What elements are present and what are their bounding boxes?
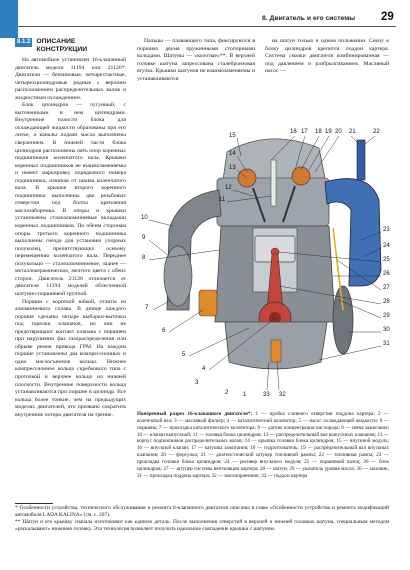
callout-7: 7 — [145, 305, 149, 311]
engine-cross-section-figure — [129, 100, 401, 406]
callout-28: 28 — [383, 299, 390, 305]
caption-text: 1 — пробка сливного отверстия поддона картера; 2 — коленчатый вал; 3 — масляный фильтр; 4 — каталитический коллектор; 5 — насос охлаждающей жидкости; 6 — поршень; 7 — прокладка каталитического коллектора; 8 — датчик концентрации кислорода; 9 — свеча зажигания; 10 — клапан выпускной; 11 — головка блока цилиндров; 12 — распределительный вал выпускных клапанов; 13 — корпус подшипников распределительных валов; 14 — крышка головки блока цилиндров; 15 — впускной модуль; 16 — впускной клапан; 17 — катушка зажигания; 18 — гидротолкатель; 19 — распределительный вал впускных клапанов; 20 — форсунка; 21 — диагностический штуцер топливной рампы; 22 — топливная рампа; 23 — прокладка головки блока цилиндров; 24 — ресивер впускного модуля; 25 — поршневой палец; 26 — блок цилиндров; 27 — штуцер системы вентиляции картера; 28 — шатун; 29 — указатель уровня масла; 30 — маховик; 31 — прокладка поддона картера; 32 — маслоприемник; 33 — поддон картера — [137, 411, 389, 479]
callout-2: 2 — [225, 390, 229, 396]
callout-22: 22 — [373, 129, 380, 135]
callout-17: 17 — [301, 129, 308, 135]
chapter-title: 8. Двигатель и его системы — [262, 15, 356, 22]
spark-plug — [271, 160, 276, 206]
text-column-right — [265, 38, 389, 96]
oil-pickup — [271, 340, 281, 362]
callout-25: 25 — [383, 257, 390, 263]
callout-5: 5 — [182, 352, 186, 358]
section-title: ОПИСАНИЕ КОНСТРУКЦИИ — [36, 38, 88, 53]
callout-10: 10 — [141, 215, 148, 221]
callout-14: 14 — [229, 151, 236, 157]
footnote: ** Шатун и его крышку сначала изготовляют как единую деталь. После выполнения отверстий в верхней и нижней головках шатуна, специальным методом «раскалывают» нижнюю головку. Эта технология позволяет получить идеальное совпадение крышки с шатуном. — [15, 518, 389, 532]
callout-20: 20 — [335, 129, 342, 135]
text-column-left — [15, 38, 126, 500]
callout-31: 31 — [383, 341, 390, 347]
footnote-rule — [15, 503, 53, 504]
paragraph: Пальцы — плавающего типа, фиксируются в поршнях двумя пружинными стопорными кольцами. Шатуны — «колотые»**. В верхней головке шатуна запрессована сталебронзовая втулка. Крышки шатунов не взаимозаменяемы и устанавливаются — [137, 38, 255, 82]
figure-caption — [137, 411, 389, 503]
page-number: 29 — [381, 11, 394, 23]
oil-filter — [199, 290, 217, 316]
callout-19: 19 — [325, 129, 332, 135]
section-number-badge: 8.1.2 — [17, 39, 31, 45]
fuel-rail — [357, 140, 365, 180]
footnotes — [15, 505, 389, 533]
callout-9: 9 — [142, 235, 146, 241]
callout-15: 15 — [229, 133, 236, 139]
section-heading — [15, 38, 126, 54]
callout-11: 11 — [219, 197, 226, 203]
callout-21: 21 — [349, 129, 356, 135]
callout-6: 6 — [162, 328, 166, 334]
engine-illustration — [129, 100, 401, 406]
callout-4: 4 — [202, 366, 206, 372]
callout-29: 29 — [383, 313, 390, 319]
paragraph: Поршни с короткой юбкой, отлиты из алюминиевого сплава. В днище каждого поршня сделаны четыре выборки-выточки под тарелки клапанов, но они не предотвращают контакт клапана с поршнем при нарушении фаз газораспределения или обрыве ремня привода ГРМ. На каждом поршне установлены два компрессионных и одно маслосъемное кольцо. Нижнее компрессионное кольцо скребкового типа с проточкой и верхнее кольцо на нижней плоскости. Внутренние поверхности кольца устанавливаются при поршне в цилиндр. Все кольца более тонкие, чем на предыдущих моделях двигателей, что призвано сократить внутренние потери двигателя на трение. — [15, 298, 126, 418]
callout-18: 18 — [315, 129, 322, 135]
caption-lead: Поперечный разрез 16-клапанного двигателя*: — [137, 411, 253, 417]
paragraph: На автомобиле установлен 16-клапанный двигатель модели 11194 или 21126*. Двигатели — бензиновые, четырехтактные, четырехцилиндровые рядные с верхним расположением распределительных валов и жидкостным охлаждением. — [15, 57, 126, 101]
catalytic-converter — [164, 246, 192, 306]
callout-1: 1 — [243, 392, 247, 398]
callout-16: 16 — [290, 129, 297, 135]
header-rule — [18, 26, 396, 27]
text-column-middle — [137, 38, 255, 96]
callout-27: 27 — [383, 285, 390, 291]
chapter-tab — [0, 0, 18, 38]
callout-23: 23 — [383, 227, 390, 233]
callout-30: 30 — [383, 327, 390, 333]
callout-12: 12 — [225, 185, 232, 191]
callout-32: 32 — [279, 392, 286, 398]
callout-13: 13 — [229, 165, 236, 171]
callout-33: 33 — [263, 392, 270, 398]
callout-3: 3 — [195, 380, 199, 386]
page-header — [0, 0, 410, 28]
callout-26: 26 — [383, 271, 390, 277]
footnote: * Особенности устройства, технического обслуживания и ремонта 8-клапанного двигателя описаны в главе «Особенности устройства и ремонта модификаций автомобиля LADA KALINA» (см. с. 207). — [15, 505, 389, 518]
callout-24: 24 — [383, 243, 390, 249]
paragraph: Блок цилиндров — чугунный, с выточенными в нем цилиндрами. Внутренние полости блока для охлаждающей жидкости образованы при его литье, а каналы подачи масла выполнены сверлением. В нижней части блока цилиндров расположены пять опор коренных подшипников коленчатого вала. Крышки коренных подшипников не взаимозаменяемы и имеют маркировку порядкового номера подшипника, начиная от шкива коленчатого вала. В крышке второго коренного подшипника выполнены два резьбовых отверстия под болты крепления маслозаборника. В опоры и крышки установлены сталеалюминиевые вкладыши коренных подшипников. По обеим сторонам опоры третьего коренного подшипника выполнены гнезда для установки упорных полуколец, препятствующих осевому перемещению коленчатого вала. Переднее полукольцо — сталеалюминиевое, заднее — металлокерамическое, желтого цвета с обеих сторон. Двигатель 21126 отличается от двигателя 11194 моделей облегченной шатунно-поршневой группой. — [15, 102, 126, 297]
callout-8: 8 — [142, 255, 146, 261]
paragraph: на шатун только в одном положении. Снизу к блоку цилиндров крепится поддон картера. Система смазки двигателя комбинированная — под давлением и разбрызгиванием. Масляный насос — — [265, 38, 389, 75]
